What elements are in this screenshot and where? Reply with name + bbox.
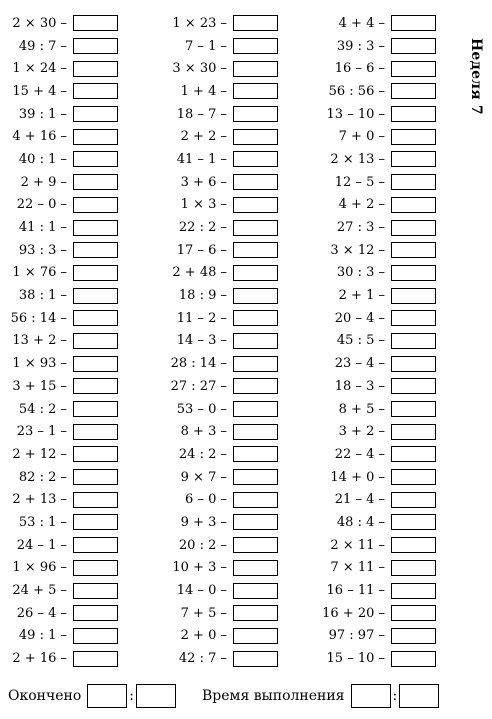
exercise-row (0, 262, 118, 285)
exercise-expression: 16 – 6 – (334, 61, 385, 77)
exercise-expression: 23 – 4 – (334, 356, 385, 372)
exercise-expression: 17 – 6 – (176, 242, 227, 258)
exercise-expression: 20 : 2 – (178, 537, 227, 553)
exercise-row (160, 534, 278, 557)
exercise-expression: 15 + 4 – (12, 83, 67, 99)
answer-box[interactable] (233, 424, 278, 440)
exercise-expression: 23 – 1 – (16, 424, 67, 440)
exercise-row (318, 125, 436, 148)
exercise-expression: 3 × 30 – (172, 61, 227, 77)
exercise-expression: 56 : 56 – (328, 83, 385, 99)
exercise-row (318, 647, 436, 670)
answer-box[interactable] (233, 197, 278, 213)
exercise-expression: 2 × 11 – (330, 537, 385, 553)
footer (8, 684, 439, 708)
exercise-row (160, 171, 278, 194)
exercise-row (318, 171, 436, 194)
exercise-row (160, 80, 278, 103)
answer-box[interactable] (233, 492, 278, 508)
exercise-expression: 28 : 14 – (170, 356, 227, 372)
answer-box[interactable] (73, 424, 118, 440)
exercise-row (160, 579, 278, 602)
exercise-expression: 41 – 1 – (176, 151, 227, 167)
exercise-expression: 93 : 3 – (18, 242, 67, 258)
exercise-row (318, 557, 436, 580)
exercise-expression: 3 + 15 – (12, 378, 67, 394)
answer-box[interactable] (73, 151, 118, 167)
answer-box[interactable] (391, 174, 436, 190)
answer-box[interactable] (73, 605, 118, 621)
answer-box[interactable] (391, 424, 436, 440)
answer-box[interactable] (73, 38, 118, 54)
answer-box[interactable] (391, 560, 436, 576)
answer-box[interactable] (391, 61, 436, 77)
exercise-expression: 38 : 1 – (18, 288, 67, 304)
answer-box[interactable] (73, 61, 118, 77)
exercise-expression: 8 + 5 – (338, 401, 385, 417)
answer-box[interactable] (391, 356, 436, 372)
exercise-expression: 12 – 5 – (334, 174, 385, 190)
answer-box[interactable] (73, 333, 118, 349)
exercise-row (0, 330, 118, 353)
answer-box[interactable] (73, 469, 118, 485)
exercise-row (160, 602, 278, 625)
exercise-row (318, 511, 436, 534)
answer-box[interactable] (391, 83, 436, 99)
exercise-row (0, 148, 118, 171)
exercise-expression: 14 – 3 – (176, 333, 227, 349)
exercise-row (0, 647, 118, 670)
exercise-expression: 2 + 13 – (12, 492, 67, 508)
answer-box[interactable] (391, 106, 436, 122)
answer-box[interactable] (391, 220, 436, 236)
exercise-expression: 54 : 2 – (18, 401, 67, 417)
answer-box[interactable] (73, 378, 118, 394)
exercise-row (318, 420, 436, 443)
exercise-row (160, 443, 278, 466)
exercise-row (318, 602, 436, 625)
exercise-row (0, 420, 118, 443)
exercise-row (160, 625, 278, 648)
answer-box[interactable] (233, 15, 278, 31)
exercise-row (318, 57, 436, 80)
exercise-row (0, 625, 118, 648)
exercise-row (0, 352, 118, 375)
answer-box[interactable] (73, 514, 118, 530)
exercise-row (160, 398, 278, 421)
answer-box[interactable] (73, 106, 118, 122)
exercise-row (160, 57, 278, 80)
exercise-expression: 2 + 48 – (172, 265, 227, 281)
exercise-expression: 3 + 6 – (180, 174, 227, 190)
exercise-expression: 1 × 93 – (12, 356, 67, 372)
answer-box[interactable] (233, 106, 278, 122)
exercise-row (0, 488, 118, 511)
exercise-expression: 2 + 1 – (338, 288, 385, 304)
exercise-row (318, 216, 436, 239)
exercise-row (160, 148, 278, 171)
answer-box[interactable] (391, 265, 436, 281)
exercise-row (160, 284, 278, 307)
answer-box[interactable] (391, 492, 436, 508)
exercise-expression: 22 – 0 – (16, 197, 67, 213)
answer-box[interactable] (233, 61, 278, 77)
exercise-expression: 2 + 12 – (12, 446, 67, 462)
answer-box[interactable] (73, 265, 118, 281)
answer-box[interactable] (233, 174, 278, 190)
exercise-expression: 1 × 23 – (172, 15, 227, 31)
exercise-expression: 26 – 4 – (16, 605, 67, 621)
answer-box[interactable] (391, 333, 436, 349)
exercise-expression: 27 : 3 – (336, 220, 385, 236)
exercise-expression: 22 : 2 – (178, 220, 227, 236)
exercise-expression: 27 : 27 – (170, 378, 227, 394)
answer-box[interactable] (73, 197, 118, 213)
exercise-row (318, 398, 436, 421)
exercise-row (160, 511, 278, 534)
exercise-row (318, 466, 436, 489)
exercise-expression: 13 – 10 – (326, 106, 385, 122)
exercise-expression: 1 × 96 – (12, 560, 67, 576)
exercise-row (318, 443, 436, 466)
answer-box[interactable] (73, 651, 118, 667)
time-seconds-box[interactable] (399, 684, 439, 708)
exercise-row (318, 579, 436, 602)
exercise-row (160, 488, 278, 511)
exercise-expression: 2 + 2 – (180, 129, 227, 145)
exercise-expression: 30 : 3 – (336, 265, 385, 281)
answer-box[interactable] (391, 38, 436, 54)
exercise-expression: 18 – 7 – (176, 106, 227, 122)
exercise-expression: 24 – 1 – (16, 537, 67, 553)
exercise-row (318, 534, 436, 557)
exercise-row (0, 307, 118, 330)
answer-box[interactable] (391, 651, 436, 667)
answer-box[interactable] (391, 446, 436, 462)
answer-box[interactable] (391, 129, 436, 145)
answer-box[interactable] (73, 83, 118, 99)
exercise-row (318, 80, 436, 103)
answer-box[interactable] (73, 401, 118, 417)
answer-box[interactable] (73, 492, 118, 508)
exercise-row (160, 12, 278, 35)
answer-box[interactable] (233, 628, 278, 644)
answer-box[interactable] (233, 446, 278, 462)
exercise-row (0, 216, 118, 239)
answer-box[interactable] (391, 514, 436, 530)
exercise-expression: 4 + 4 – (338, 15, 385, 31)
exercise-expression: 45 : 5 – (336, 333, 385, 349)
answer-box[interactable] (73, 583, 118, 599)
exercise-row (0, 171, 118, 194)
exercise-row (160, 375, 278, 398)
answer-box[interactable] (73, 537, 118, 553)
column-2 (160, 12, 278, 670)
exercise-expression: 1 + 4 – (180, 83, 227, 99)
answer-box[interactable] (233, 401, 278, 417)
answer-box[interactable] (391, 469, 436, 485)
exercise-row (160, 466, 278, 489)
exercise-expression: 24 + 5 – (12, 583, 67, 599)
exercise-row (160, 557, 278, 580)
exercise-row (318, 262, 436, 285)
exercise-expression: 14 + 0 – (330, 469, 385, 485)
answer-box[interactable] (73, 310, 118, 326)
exercise-expression: 11 – 2 – (176, 310, 227, 326)
answer-box[interactable] (73, 174, 118, 190)
answer-box[interactable] (233, 333, 278, 349)
exercise-row (0, 57, 118, 80)
exercise-expression: 8 + 3 – (180, 424, 227, 440)
answer-box[interactable] (73, 560, 118, 576)
exercise-row (160, 239, 278, 262)
exercise-row (0, 80, 118, 103)
exercise-expression: 1 × 76 – (12, 265, 67, 281)
exercise-row (160, 420, 278, 443)
exercise-expression: 49 : 7 – (18, 38, 67, 54)
exercise-row (0, 579, 118, 602)
answer-box[interactable] (391, 242, 436, 258)
exercise-expression: 2 + 9 – (20, 174, 67, 190)
answer-box[interactable] (73, 628, 118, 644)
exercise-expression: 2 + 0 – (180, 628, 227, 644)
answer-box[interactable] (233, 514, 278, 530)
answer-box[interactable] (233, 605, 278, 621)
exercise-expression: 16 – 11 – (326, 583, 385, 599)
answer-box[interactable] (391, 401, 436, 417)
exercise-row (318, 352, 436, 375)
exercise-expression: 39 : 3 – (336, 38, 385, 54)
exercise-row (0, 12, 118, 35)
answer-box[interactable] (233, 83, 278, 99)
answer-box[interactable] (73, 220, 118, 236)
answer-box[interactable] (233, 537, 278, 553)
answer-box[interactable] (233, 38, 278, 54)
answer-box[interactable] (391, 537, 436, 553)
exercise-expression: 1 × 24 – (12, 61, 67, 77)
answer-box[interactable] (391, 310, 436, 326)
exercise-expression: 9 + 3 – (180, 514, 227, 530)
answer-box[interactable] (233, 560, 278, 576)
finished-hours-box[interactable] (87, 684, 127, 708)
exercise-row (0, 557, 118, 580)
answer-box[interactable] (391, 151, 436, 167)
answer-box[interactable] (391, 605, 436, 621)
exercise-expression: 10 + 3 – (172, 560, 227, 576)
exercise-row (0, 466, 118, 489)
finished-label: Окончено (8, 688, 82, 704)
answer-box[interactable] (391, 378, 436, 394)
exercise-row (0, 35, 118, 58)
exercise-row (0, 602, 118, 625)
exercise-expression: 7 × 11 – (330, 560, 385, 576)
exercise-row (0, 534, 118, 557)
exercise-expression: 24 : 2 – (178, 446, 227, 462)
exercise-expression: 97 : 97 – (328, 628, 385, 644)
exercise-row (160, 216, 278, 239)
finished-minutes-box[interactable] (136, 684, 176, 708)
answer-box[interactable] (233, 469, 278, 485)
answer-box[interactable] (73, 356, 118, 372)
answer-box[interactable] (233, 378, 278, 394)
exercise-row (160, 647, 278, 670)
exercise-row (160, 35, 278, 58)
answer-box[interactable] (73, 242, 118, 258)
answer-box[interactable] (73, 129, 118, 145)
exercise-row (160, 352, 278, 375)
exercise-expression: 18 – 3 – (334, 378, 385, 394)
exercise-expression: 7 + 0 – (338, 129, 385, 145)
exercise-row (160, 194, 278, 217)
exercise-expression: 3 + 2 – (338, 424, 385, 440)
exercise-expression: 41 : 1 – (18, 220, 67, 236)
exercise-expression: 13 + 2 – (12, 333, 67, 349)
exercise-expression: 2 × 30 – (12, 15, 67, 31)
exercise-row (160, 262, 278, 285)
exercise-expression: 40 : 1 – (18, 151, 67, 167)
exercise-row (0, 375, 118, 398)
exercise-expression: 42 : 7 – (178, 651, 227, 667)
answer-box[interactable] (233, 151, 278, 167)
answer-box[interactable] (391, 628, 436, 644)
exercise-row (0, 398, 118, 421)
exercise-expression: 4 + 2 – (338, 197, 385, 213)
answer-box[interactable] (233, 583, 278, 599)
exercise-row (318, 307, 436, 330)
exercise-row (318, 284, 436, 307)
exercise-row (160, 307, 278, 330)
week-title: Неделя 7 (468, 38, 484, 115)
answer-box[interactable] (233, 129, 278, 145)
exercise-expression: 48 : 4 – (336, 514, 385, 530)
exercise-expression: 7 – 1 – (185, 38, 227, 54)
exercise-expression: 14 – 0 – (176, 583, 227, 599)
exercise-expression: 18 : 9 – (178, 288, 227, 304)
exercise-row (160, 103, 278, 126)
exercise-row (0, 443, 118, 466)
exercise-row (318, 488, 436, 511)
exercise-expression: 1 × 3 – (180, 197, 227, 213)
answer-box[interactable] (233, 220, 278, 236)
answer-box[interactable] (233, 651, 278, 667)
answer-box[interactable] (233, 356, 278, 372)
time-minutes-box[interactable] (351, 684, 391, 708)
exercise-expression: 21 – 4 – (334, 492, 385, 508)
exercise-expression: 15 – 10 – (326, 651, 385, 667)
exercise-row (0, 125, 118, 148)
exercise-expression: 20 – 4 – (334, 310, 385, 326)
time-colon: : (392, 688, 398, 704)
answer-box[interactable] (233, 310, 278, 326)
answer-box[interactable] (391, 15, 436, 31)
exercise-expression: 56 : 14 – (10, 310, 67, 326)
exercise-expression: 53 – 0 – (176, 401, 227, 417)
exercise-expression: 7 + 5 – (180, 605, 227, 621)
answer-box[interactable] (391, 288, 436, 304)
time-label: Время выполнения (202, 688, 345, 704)
answer-box[interactable] (73, 15, 118, 31)
exercise-row (318, 239, 436, 262)
answer-box[interactable] (391, 583, 436, 599)
exercise-expression: 4 + 16 – (12, 129, 67, 145)
finished-colon: : (129, 688, 135, 704)
exercise-expression: 3 × 12 – (330, 242, 385, 258)
answer-box[interactable] (391, 197, 436, 213)
exercise-row (160, 330, 278, 353)
exercise-expression: 53 : 1 – (18, 514, 67, 530)
column-1 (0, 12, 118, 670)
exercise-row (160, 125, 278, 148)
exercise-row (318, 375, 436, 398)
exercise-expression: 9 × 7 – (180, 469, 227, 485)
exercise-row (0, 103, 118, 126)
exercise-row (0, 194, 118, 217)
exercise-row (0, 511, 118, 534)
answer-box[interactable] (73, 446, 118, 462)
exercise-row (318, 148, 436, 171)
exercise-row (0, 239, 118, 262)
exercise-row (318, 12, 436, 35)
exercise-expression: 22 – 4 – (334, 446, 385, 462)
exercise-expression: 82 : 2 – (18, 469, 67, 485)
exercise-expression: 49 : 1 – (18, 628, 67, 644)
answer-box[interactable] (233, 242, 278, 258)
exercise-expression: 6 – 0 – (185, 492, 227, 508)
exercise-row (318, 35, 436, 58)
exercise-row (318, 330, 436, 353)
answer-box[interactable] (233, 288, 278, 304)
exercise-expression: 16 + 20 – (322, 605, 385, 621)
exercise-expression: 39 : 1 – (18, 106, 67, 122)
exercise-expression: 2 × 13 – (330, 151, 385, 167)
exercise-expression: 2 + 16 – (12, 651, 67, 667)
exercise-row (318, 625, 436, 648)
answer-box[interactable] (73, 288, 118, 304)
exercise-row (318, 194, 436, 217)
answer-box[interactable] (233, 265, 278, 281)
exercise-row (0, 284, 118, 307)
column-3 (318, 12, 436, 670)
exercise-row (318, 103, 436, 126)
